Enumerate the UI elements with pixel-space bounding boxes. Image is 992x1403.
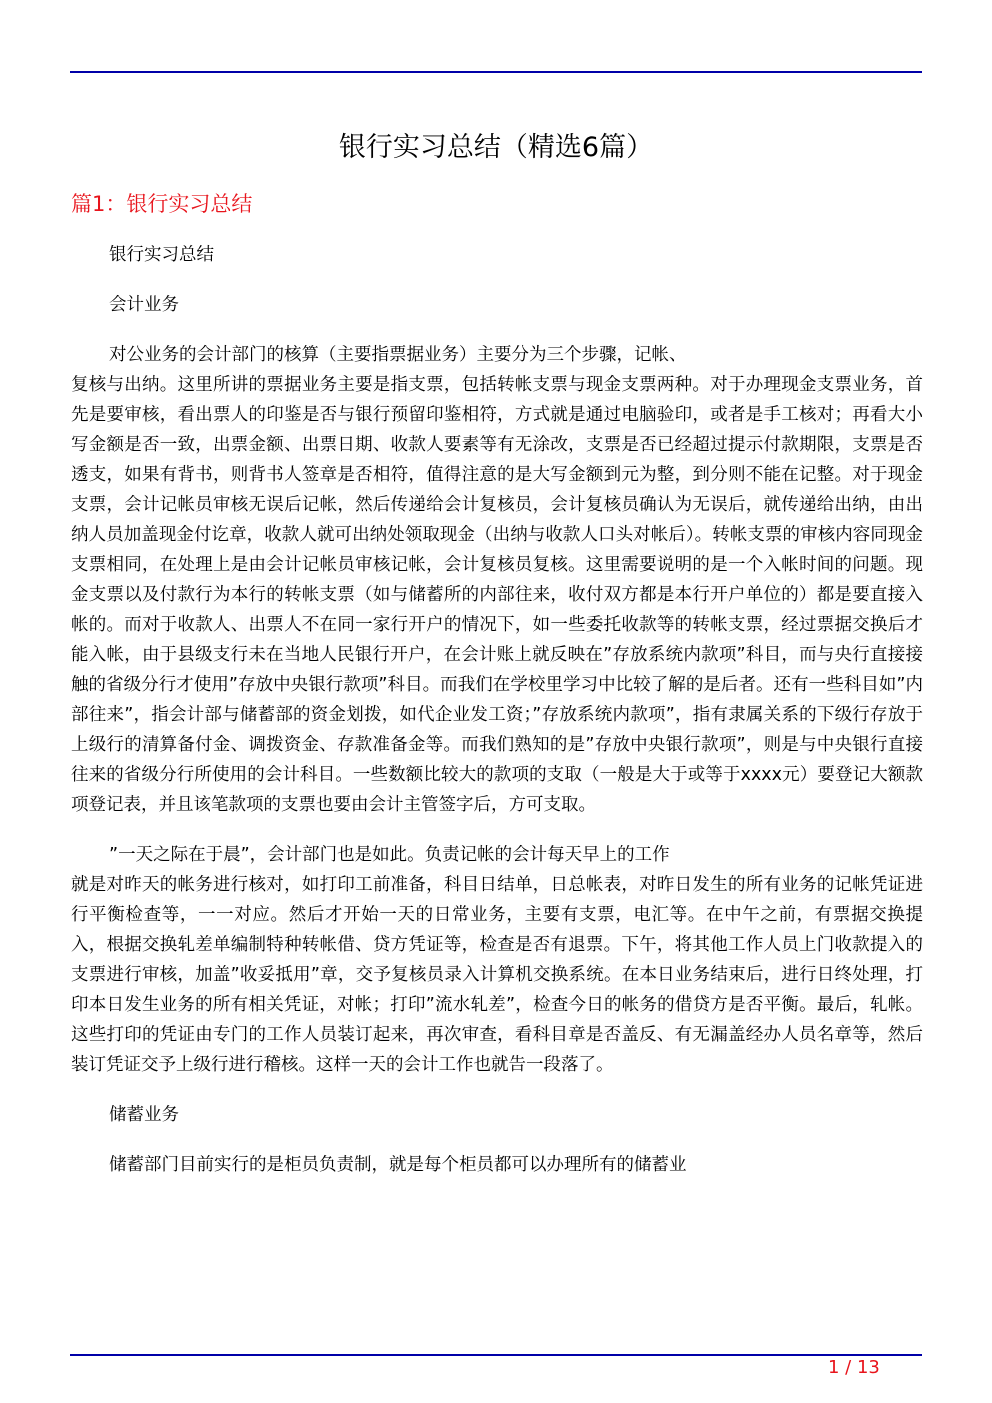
paragraph-savings: 储蓄部门目前实行的是柜员负责制，就是每个柜员都可以办理所有的储蓄业 bbox=[109, 1155, 687, 1175]
paragraph-first-line: 对公业务的会计部门的核算（主要指票据业务）主要分为三个步骤，记帐、 bbox=[109, 345, 687, 365]
paragraph-accounting bbox=[71, 340, 923, 820]
subheading-accounting: 会计业务 bbox=[109, 295, 179, 315]
paragraph-label: 银行实习总结 bbox=[109, 245, 214, 265]
footer-rule bbox=[70, 1354, 922, 1356]
document-title: 银行实习总结（精选6篇） bbox=[338, 132, 654, 163]
document-body bbox=[71, 240, 923, 1200]
paragraph-daily-work bbox=[71, 840, 923, 1080]
paragraph-first-line: ”一天之际在于晨”，会计部门也是如此。负责记帐的会计每天早上的工作 bbox=[109, 845, 670, 865]
paragraph-text: 复核与出纳。这里所讲的票据业务主要是指支票，包括转帐支票与现金支票两种。对于办理现金支票业务，首先是要审核，看出票人的印鉴是否与银行预留印鉴相符，方式就是通过电脑验印，或者是手工核对；再看大小写金额是否一致，出票金额、出票日期、收款人要素等有无涂改，支票是否已经超过提示付款期限，支票是否透支，如果有背书，则背书人签章是否相符，值得注意的是大写金额到元为整，到分则不能在记整。对于现金支票，会计记帐员审核无误后记帐，然后传递给会计复核员，会计复核员确认为无误后，就传递给出纳，由出纳人员加盖现金付讫章，收款人就可出纳处领取现金（出纳与收款人口头对帐后）。转帐支票的审核内容同现金支票相同，在处理上是由会计记帐员审核记帐，会计复核员复核。这里需要说明的是一个入帐时间的问题。现金支票以及付款行为本行的转帐支票（如与储蓄所的内部往来，收付双方都是本行开户单位的）都是要直接入帐的。而对于收款人、出票人不在同一家行开户的情况下，如一些委托收款等的转帐支票，经过票据交换后才能入帐，由于县级支行未在当地人民银行开户，在会计账上就反映在”存放系统内款项”科目，而与央行直接接触的省级分行才使用”存放中央银行款项”科目。而我们在学校里学习中比较了解的是后者。还有一些科目如”内部往来”，指会计部与储蓄部的资金划拨，如代企业发工资；”存放系统内款项”，指有隶属关系的下级行存放于上级行的清算备付金、调拨资金、存款准备金等。而我们熟知的是”存放中央银行款项”，则是与中央银行直接往来的省级分行所使用的会计科目。一些数额比较大的款项的支取（一般是大于或等于xxxx元）要登记大额款项登记表，并且该笔款项的支票也要由会计主管签字后，方可支取。 bbox=[71, 375, 923, 815]
page-number: 1 / 13 bbox=[828, 1357, 880, 1378]
header-rule bbox=[70, 71, 922, 73]
section-heading: 篇1：银行实习总结 bbox=[71, 192, 253, 216]
subheading-savings: 储蓄业务 bbox=[109, 1105, 179, 1125]
paragraph-text: 就是对昨天的帐务进行核对，如打印工前准备，科目日结单，日总帐表，对昨日发生的所有业务的记帐凭证进行平衡检查等，一一对应。然后才开始一天的日常业务，主要有支票，电汇等。在中午之前，有票据交换提入，根据交换轧差单编制特种转帐借、贷方凭证等，检查是否有退票。下午，将其他工作人员上门收款提入的支票进行审核，加盖”收妥抵用”章，交予复核员录入计算机交换系统。在本日业务结束后，进行日终处理，打印本日发生业务的所有相关凭证，对帐；打印”流水轧差”，检查今日的帐务的借贷方是否平衡。最后，轧帐。这些打印的凭证由专门的工作人员装订起来，再次审查，看科目章是否盖反、有无漏盖经办人员名章等，然后装订凭证交予上级行进行稽核。这样一天的会计工作也就告一段落了。 bbox=[71, 875, 923, 1075]
